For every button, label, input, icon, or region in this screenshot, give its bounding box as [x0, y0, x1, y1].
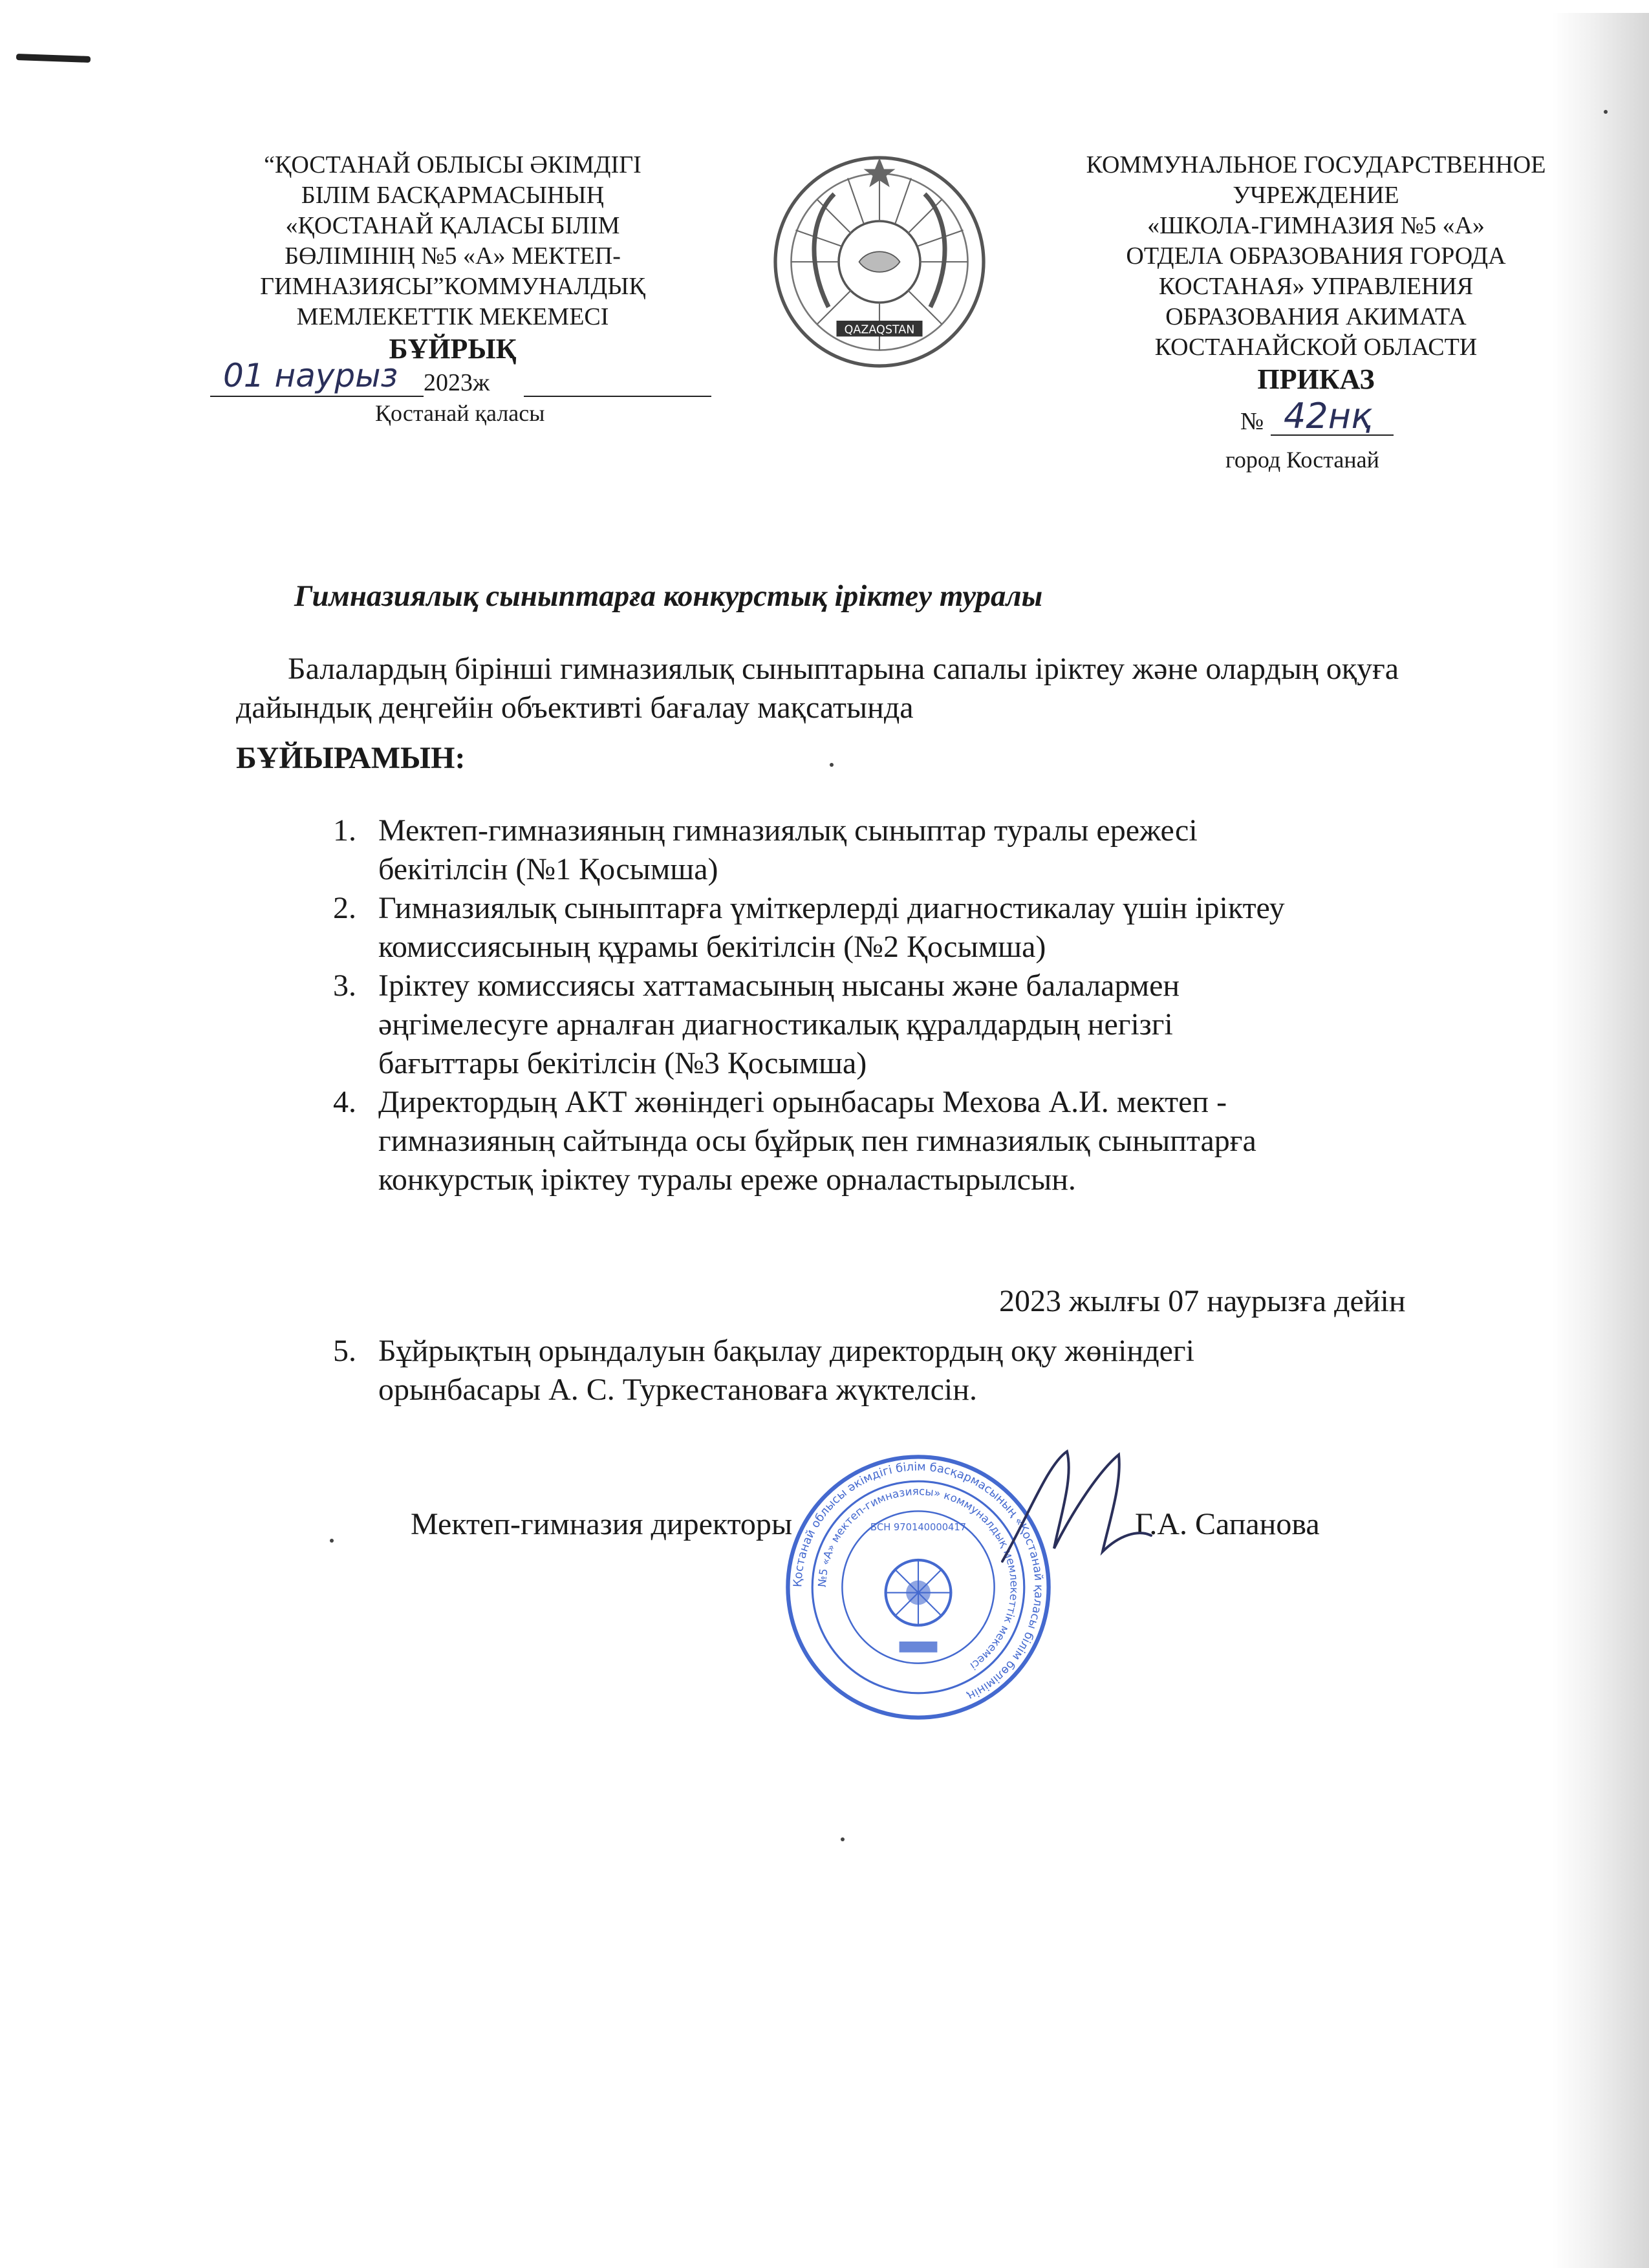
right-header — [1051, 150, 1581, 396]
document-title: Гимназиялық сыныптарға конкурстық іріктеу туралы — [294, 579, 1043, 613]
order-item-line: бағыттары бекітілсін (№3 Қосымша) — [378, 1046, 867, 1080]
order-item-line: конкурстық іріктеу туралы ереже орналастырылсын. — [378, 1162, 1076, 1197]
right-header-line: ОТДЕЛА ОБРАЗОВАНИЯ ГОРОДА — [1126, 242, 1506, 270]
stamp-inner-text: №5 «А» мектеп-гимназиясы» коммуналдық мемлекеттік мекемесі — [815, 1484, 1021, 1673]
left-header-line: «ҚОСТАНАЙ ҚАЛАСЫ БІЛІМ — [285, 212, 620, 239]
left-city: Қостанай қаласы — [375, 400, 545, 426]
stamp-bin: БСН 970140000417 — [870, 1521, 967, 1533]
order-item-line: комиссиясының құрамы бекітілсін (№2 Қосымша) — [378, 930, 1046, 964]
left-doc-type: БҰЙРЫҚ — [389, 333, 517, 365]
order-item-line: орынбасары А. С. Туркестановаға жүктелсін. — [378, 1373, 977, 1407]
order-item-line: Директордың АКТ жөніндегі орынбасары Мехова А.И. мектеп - — [378, 1085, 1227, 1119]
decree-heading: БҰЙЫРАМЫН: — [236, 741, 466, 775]
left-header — [213, 150, 692, 366]
deadline-text: 2023 жылғы 07 наурызға дейін — [999, 1284, 1406, 1318]
order-item-number: 4. — [333, 1085, 356, 1119]
date-line — [210, 357, 715, 401]
left-header-line: МЕМЛЕКЕТТІК МЕКЕМЕСІ — [296, 303, 609, 330]
order-item-line: әңгімелесуге арналған диагностикалық құралдардың негізгі — [378, 1007, 1173, 1042]
date-underline — [210, 396, 424, 397]
order-item-number: 1. — [333, 813, 356, 848]
scan-speck — [830, 763, 834, 767]
stamp-outer-text: Қостанай облысы әкімдігі білім басқармасының «Қостанай қаласы білім бөлімінің — [791, 1460, 1046, 1703]
order-item-number: 3. — [333, 968, 356, 1003]
order-number-handwritten: 42нқ — [1284, 396, 1372, 436]
signatory-name: Г.А. Сапанова — [1135, 1507, 1320, 1541]
order-item-line: Гимназиялық сыныптарға үміткерлерді диагностикалау үшін іріктеу — [378, 891, 1285, 925]
right-header-line: КОММУНАЛЬНОЕ ГОСУДАРСТВЕННОЕ — [1086, 151, 1546, 178]
left-header-line: БӨЛІМІНІҢ №5 «А» МЕКТЕП- — [285, 242, 621, 270]
order-item-line: гимназияның сайтында осы бұйрық пен гимназиялық сыныптарға — [378, 1124, 1256, 1158]
number-underline — [524, 396, 711, 397]
order-item-line: Мектеп-гимназияның гимназиялық сыныптар туралы ережесі — [378, 813, 1198, 848]
kazakhstan-emblem-icon — [766, 149, 993, 375]
scan-speck — [841, 1837, 845, 1841]
left-header-line: “ҚОСТАНАЙ ОБЛЫСЫ ӘКІМДІГІ — [264, 151, 641, 178]
order-item-number: 2. — [333, 891, 356, 925]
order-number-prefix: № — [1240, 408, 1264, 435]
right-city: город Костанай — [1225, 447, 1379, 473]
date-year: 2023ж — [424, 369, 490, 396]
emblem-text: QAZAQSTAN — [844, 323, 915, 337]
left-header-line: ГИМНАЗИЯСЫ”КОММУНАЛДЫҚ — [260, 273, 645, 300]
right-header-line: ОБРАЗОВАНИЯ АКИМАТА — [1165, 303, 1467, 330]
date-handwritten: 01 наурыз — [223, 357, 398, 394]
right-header-line: «ШКОЛА-ГИМНАЗИЯ №5 «А» — [1147, 212, 1485, 239]
left-header-line: БІЛІМ БАСҚАРМАСЫНЫҢ — [301, 182, 605, 209]
scan-speck — [1604, 110, 1608, 114]
right-header-line: КОСТАНАЙСКОЙ ОБЛАСТИ — [1154, 334, 1478, 361]
order-item-line: Бұйрықтың орындалуын бақылау директордың оқу жөніндегі — [378, 1334, 1194, 1368]
handwritten-signature — [989, 1439, 1158, 1574]
order-item-line: бекітілсін (№1 Қосымша) — [378, 852, 718, 886]
intro-paragraph: Балалардың бірінші гимназиялық сыныптарына сапалы іріктеу және олардың оқуға дайындық деңгейін объективті бағалау мақсатында — [236, 652, 1399, 725]
scan-mark — [16, 54, 91, 63]
scan-speck — [330, 1539, 334, 1543]
right-header-line: КОСТАНАЯ» УПРАВЛЕНИЯ — [1158, 273, 1474, 300]
order-item-number: 5. — [333, 1334, 356, 1368]
order-item-line: Іріктеу комиссиясы хаттамасының нысаны және балалармен — [378, 968, 1180, 1003]
right-doc-type: ПРИКАЗ — [1257, 363, 1375, 395]
right-header-line: УЧРЕЖДЕНИЕ — [1233, 182, 1399, 209]
signatory-position: Мектеп-гимназия директоры — [411, 1507, 793, 1541]
